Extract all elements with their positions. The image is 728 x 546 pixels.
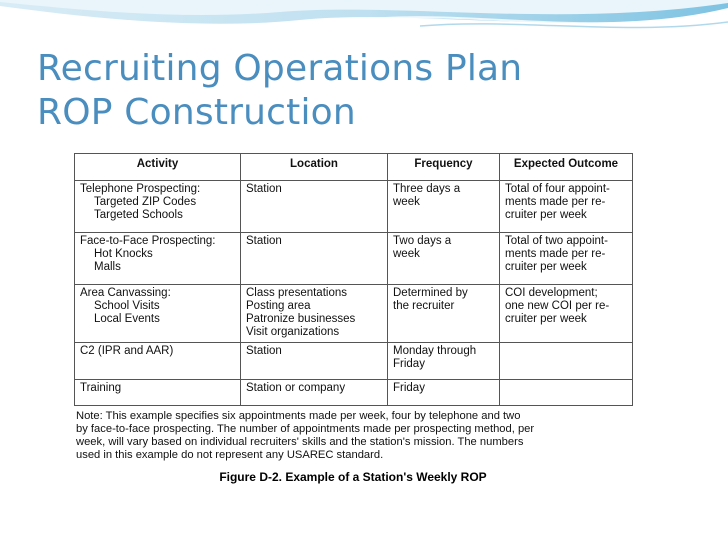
table-row (75, 380, 633, 406)
cell-outcome (500, 380, 633, 406)
outcome-line: ments made per re- (505, 196, 606, 208)
activity-line: Hot Knocks (94, 248, 153, 260)
frequency-line: the recruiter (393, 300, 455, 312)
cell-activity (75, 181, 241, 233)
outcome-line: one new COI per re- (505, 300, 610, 312)
location-line: Station (246, 235, 282, 247)
cell-location (241, 380, 388, 406)
slide-title-line2: ROP Construction (37, 92, 356, 133)
header-frequency: Frequency (388, 154, 500, 181)
activity-line: Local Events (94, 313, 160, 325)
rop-table (74, 153, 633, 406)
activity-line: C2 (IPR and AAR) (80, 345, 174, 357)
activity-line: Malls (94, 261, 121, 273)
location-line: Station (246, 183, 282, 195)
activity-line: Training (80, 382, 122, 394)
outcome-line: ments made per re- (505, 248, 606, 260)
frequency-line: Determined by (393, 287, 468, 299)
outcome-line: cruiter per week (505, 261, 587, 273)
cell-activity (75, 380, 241, 406)
outcome-line: Total of four appoint- (505, 183, 610, 195)
table-row (75, 285, 633, 343)
frequency-line: week (393, 196, 420, 208)
location-line: Class presentations (246, 287, 347, 299)
note-line: used in this example do not represent any USAREC standard. (76, 449, 384, 461)
cell-outcome (500, 343, 633, 380)
cell-location (241, 343, 388, 380)
frequency-line: Friday (393, 358, 425, 370)
table-row (75, 233, 633, 285)
cell-outcome (500, 233, 633, 285)
table-note (74, 410, 632, 462)
cell-activity (75, 343, 241, 380)
frequency-line: Monday through (393, 345, 477, 357)
cell-location (241, 285, 388, 343)
frequency-line: week (393, 248, 420, 260)
outcome-line: cruiter per week (505, 313, 587, 325)
figure-caption: Figure D-2. Example of a Station's Weekly ROP (219, 470, 487, 484)
table-row (75, 343, 633, 380)
activity-line: Targeted Schools (94, 209, 183, 221)
cell-outcome (500, 285, 633, 343)
outcome-line: Total of two appoint- (505, 235, 608, 247)
location-line: Posting area (246, 300, 311, 312)
header-activity: Activity (75, 154, 241, 181)
location-line: Patronize businesses (246, 313, 356, 325)
note-line: Note: This example specifies six appointments made per week, four by telephone and two (76, 410, 521, 422)
note-line: by face-to-face prospecting. The number of appointments made per prospecting method, per (76, 423, 535, 435)
table-row (75, 181, 633, 233)
activity-line: School Visits (94, 300, 160, 312)
cell-frequency (388, 380, 500, 406)
location-line: Visit organizations (246, 326, 340, 338)
cell-location (241, 233, 388, 285)
rop-figure (74, 153, 632, 490)
activity-line: Telephone Prospecting: (80, 183, 201, 195)
outcome-line: cruiter per week (505, 209, 587, 221)
note-line: week, will vary based on individual recruiters' skills and the station's mission. The numbers (76, 436, 524, 448)
frequency-line: Three days a (393, 183, 461, 195)
slide-title (37, 47, 522, 135)
cell-frequency (388, 343, 500, 380)
cell-frequency (388, 285, 500, 343)
header-location: Location (241, 154, 388, 181)
location-line: Station (246, 345, 282, 357)
cell-location (241, 181, 388, 233)
cell-activity (75, 233, 241, 285)
activity-line: Targeted ZIP Codes (94, 196, 197, 208)
location-line: Station or company (246, 382, 346, 394)
header-expected-outcome: Expected Outcome (500, 154, 633, 181)
slide-title-line1: Recruiting Operations Plan (37, 48, 523, 89)
activity-line: Face-to-Face Prospecting: (80, 235, 216, 247)
frequency-line: Friday (393, 382, 425, 394)
cell-frequency (388, 181, 500, 233)
outcome-line: COI development; (505, 287, 598, 299)
activity-line: Area Canvassing: (80, 287, 171, 299)
cell-activity (75, 285, 241, 343)
cell-frequency (388, 233, 500, 285)
cell-outcome (500, 181, 633, 233)
frequency-line: Two days a (393, 235, 452, 247)
